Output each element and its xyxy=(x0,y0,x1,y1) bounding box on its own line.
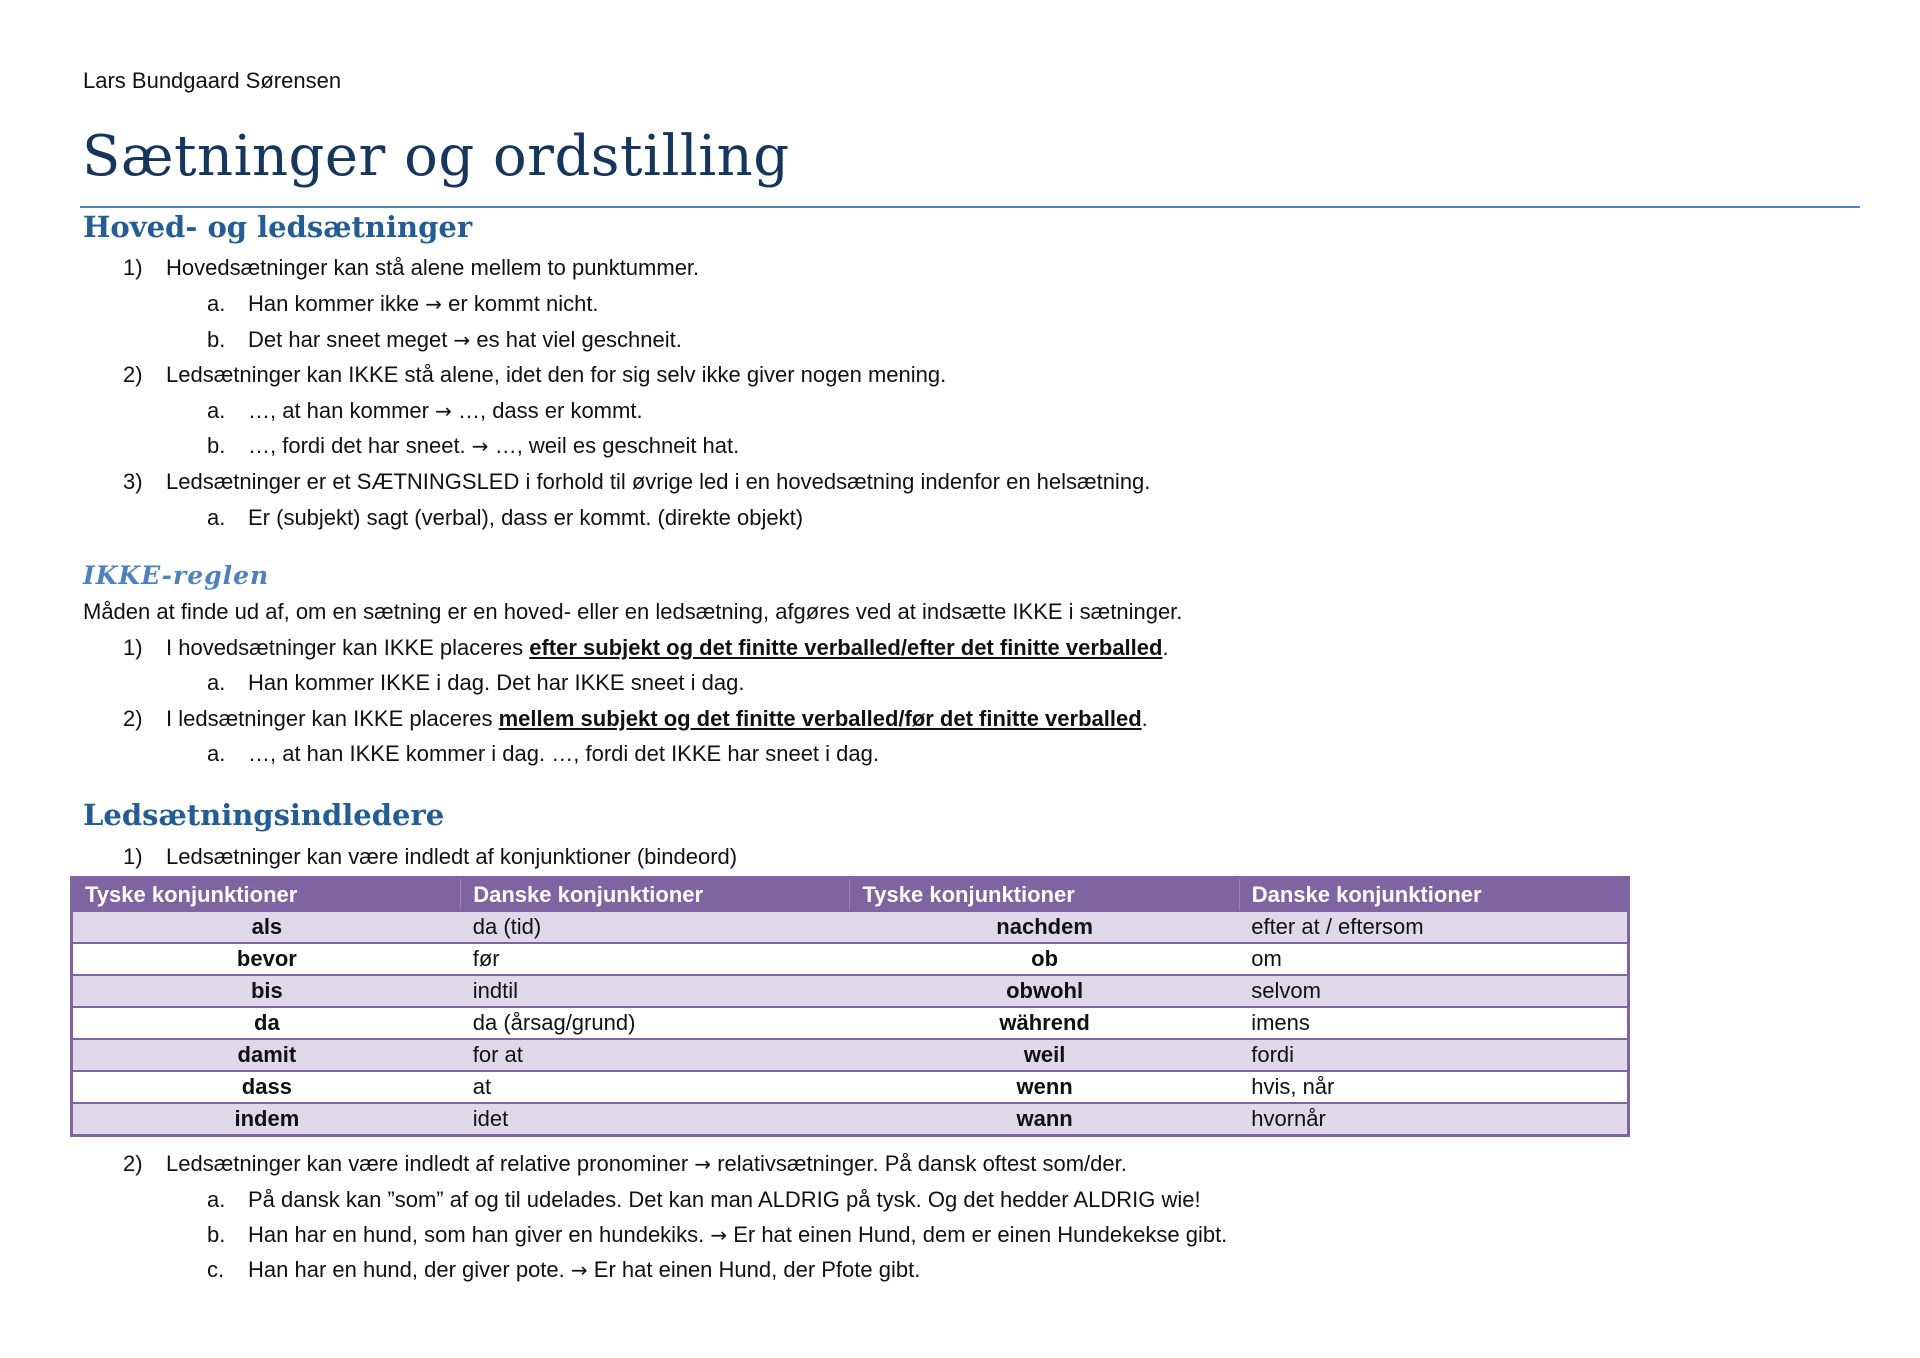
sub-letter: b. xyxy=(207,433,226,458)
german-conjunction: nachdem xyxy=(850,911,1239,943)
list-number: 2) xyxy=(123,706,143,731)
list-number: 1) xyxy=(123,255,143,280)
list-item-text: Ledsætninger kan være indledt af relative pronominer → relativsætninger. På dansk oftest som/der. xyxy=(166,1151,1127,1176)
german-conjunction: dass xyxy=(72,1071,461,1103)
column-header: Danske konjunktioner xyxy=(461,878,850,912)
german-conjunction: damit xyxy=(72,1039,461,1071)
german-conjunction: weil xyxy=(850,1039,1239,1071)
danish-conjunction: at xyxy=(461,1071,850,1103)
arrow-right-icon: → xyxy=(471,434,489,458)
sub-item-text: Han kommer IKKE i dag. Det har IKKE sneet i dag. xyxy=(248,670,745,695)
list-number: 2) xyxy=(123,1151,143,1176)
list-item-text: Ledsætninger kan IKKE stå alene, idet den for sig selv ikke giver nogen mening. xyxy=(166,362,947,387)
list-number: 1) xyxy=(123,635,143,660)
conjunctions-table xyxy=(70,876,1630,1137)
list-item-text: Ledsætninger er et SÆTNINGSLED i forhold til øvrige led i en hovedsætning indenfor en helsætning. xyxy=(166,469,1151,494)
danish-conjunction: indtil xyxy=(461,975,850,1007)
arrow-right-icon: → xyxy=(570,1258,588,1282)
list-item-text: I ledsætninger kan IKKE placeres mellem subjekt og det finitte verballed/før det finitte verballed. xyxy=(166,706,1148,731)
danish-conjunction: da (tid) xyxy=(461,911,850,943)
subsection-heading-ikke-reglen: IKKE-reglen xyxy=(83,561,270,590)
list-number: 1) xyxy=(123,844,143,869)
sub-letter: a. xyxy=(207,741,226,766)
danish-conjunction: efter at / eftersom xyxy=(1239,911,1628,943)
section-heading-ledsaetningsindledere: Ledsætningsindledere xyxy=(83,798,445,832)
sub-letter: c. xyxy=(207,1257,225,1282)
danish-conjunction: fordi xyxy=(1239,1039,1628,1071)
table-row xyxy=(72,975,1629,1007)
german-conjunction: als xyxy=(72,911,461,943)
list-number: 2) xyxy=(123,362,143,387)
list-item-text: Hovedsætninger kan stå alene mellem to punktummer. xyxy=(166,255,700,280)
arrow-right-icon: → xyxy=(435,399,452,423)
table-row xyxy=(72,1007,1629,1039)
german-conjunction: bevor xyxy=(72,943,461,975)
table-row xyxy=(72,1071,1629,1103)
sub-item-text: Han kommer ikke → er kommt nicht. xyxy=(248,291,599,316)
german-conjunction: wann xyxy=(850,1103,1239,1136)
page-title: Sætninger og ordstilling xyxy=(82,124,790,189)
sub-letter: b. xyxy=(207,327,226,352)
table-row xyxy=(72,1103,1629,1136)
sub-item-text: …, fordi det har sneet. → …, weil es geschneit hat. xyxy=(248,433,740,458)
sub-item-text: På dansk kan ”som” af og til udelades. Det kan man ALDRIG på tysk. Og det hedder ALDRIG wie! xyxy=(248,1187,1201,1212)
list-number: 3) xyxy=(123,469,143,494)
german-conjunction: da xyxy=(72,1007,461,1039)
sub-letter: a. xyxy=(207,670,226,695)
danish-conjunction: om xyxy=(1239,943,1628,975)
arrow-right-icon: → xyxy=(425,292,443,316)
sub-item-text: …, at han IKKE kommer i dag. …, fordi det IKKE har sneet i dag. xyxy=(248,741,879,766)
intro-paragraph: Måden at finde ud af, om en sætning er en hoved- eller en ledsætning, afgøres ved at indsætte IKKE i sætninger. xyxy=(83,599,1183,624)
german-conjunction: obwohl xyxy=(850,975,1239,1007)
danish-conjunction: da (årsag/grund) xyxy=(461,1007,850,1039)
author-header: Lars Bundgaard Sørensen xyxy=(83,68,342,93)
german-conjunction: ob xyxy=(850,943,1239,975)
table-row xyxy=(72,911,1629,943)
sub-item-text: Er (subjekt) sagt (verbal), dass er kommt. (direkte objekt) xyxy=(248,505,804,530)
column-header: Tyske konjunktioner xyxy=(850,878,1239,912)
sub-item-text: …, at han kommer → …, dass er kommt. xyxy=(248,398,643,423)
danish-conjunction: for at xyxy=(461,1039,850,1071)
column-header: Danske konjunktioner xyxy=(1239,878,1628,912)
german-conjunction: bis xyxy=(72,975,461,1007)
sub-item-text: Det har sneet meget → es hat viel geschneit. xyxy=(248,327,682,352)
sub-letter: a. xyxy=(207,291,226,316)
sub-letter: a. xyxy=(207,1187,226,1212)
german-conjunction: während xyxy=(850,1007,1239,1039)
list-item-text: I hovedsætninger kan IKKE placeres efter subjekt og det finitte verballed/efter det finitte verballed. xyxy=(166,635,1169,660)
table-header-row xyxy=(72,878,1629,912)
danish-conjunction: imens xyxy=(1239,1007,1628,1039)
german-conjunction: indem xyxy=(72,1103,461,1136)
danish-conjunction: før xyxy=(461,943,850,975)
emphasized-rule: efter subjekt og det finitte verballed/efter det finitte verballed xyxy=(529,635,1163,660)
danish-conjunction: hvis, når xyxy=(1239,1071,1628,1103)
sub-letter: b. xyxy=(207,1222,226,1247)
sub-item-text: Han har en hund, som han giver en hundekiks. → Er hat einen Hund, dem er einen Hundekekse gibt. xyxy=(248,1222,1228,1247)
arrow-right-icon: → xyxy=(694,1152,712,1176)
column-header: Tyske konjunktioner xyxy=(72,878,461,912)
list-item-text: Ledsætninger kan være indledt af konjunktioner (bindeord) xyxy=(166,844,738,869)
section-heading-hoved-og-ledsaetninger: Hoved- og ledsætninger xyxy=(83,210,473,244)
table-row xyxy=(72,1039,1629,1071)
sub-letter: a. xyxy=(207,505,226,530)
danish-conjunction: selvom xyxy=(1239,975,1628,1007)
german-conjunction: wenn xyxy=(850,1071,1239,1103)
title-divider xyxy=(80,206,1860,208)
arrow-right-icon: → xyxy=(710,1223,728,1247)
table-row xyxy=(72,943,1629,975)
sub-letter: a. xyxy=(207,398,226,423)
danish-conjunction: idet xyxy=(461,1103,850,1136)
arrow-right-icon: → xyxy=(453,328,471,352)
danish-conjunction: hvornår xyxy=(1239,1103,1628,1136)
emphasized-rule: mellem subjekt og det finitte verballed/før det finitte verballed xyxy=(498,706,1142,731)
sub-item-text: Han har en hund, der giver pote. → Er hat einen Hund, der Pfote gibt. xyxy=(248,1257,921,1282)
